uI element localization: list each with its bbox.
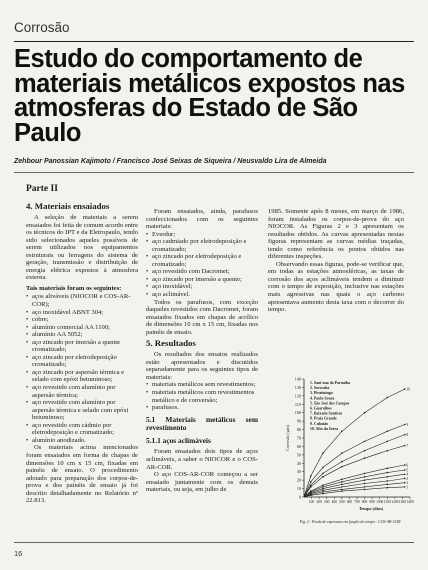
- data-point: [322, 491, 324, 493]
- x-tick-label: 400: [331, 500, 337, 504]
- x-tick-label: 800: [361, 500, 368, 504]
- x-tick-label: 1400: [406, 500, 414, 504]
- list-item: • cobre;: [26, 316, 138, 324]
- paragraph: 1985. Somente após 8 meses, em março de 1986, foram instalados os corpos-de-prova do aço NIOCOR. As Figuras 2 e 3 apresentam os resultados obtidos. As curvas apresentadas nestas figuras representam as curvas médias traçadas, tendo como referência os pontos obtidos nas diferentes inspeções.: [268, 208, 404, 261]
- column-2: [146, 208, 258, 494]
- x-tick-label: 300: [324, 500, 330, 504]
- data-point: [386, 472, 388, 474]
- list-item: • materiais metálicos sem revestimentos;: [146, 381, 258, 389]
- subsection-heading-5-1-1: 5.1.1 aços aclimáveis: [146, 435, 211, 445]
- y-tick-label: 90: [296, 418, 301, 424]
- data-point: [322, 488, 324, 490]
- y-tick-label: 80: [296, 427, 301, 433]
- author-line: Zehbour Panossian Kajimoto / Francisco José Seixas de Siqueira / Neusvaldo Lira de Almeida: [14, 158, 327, 165]
- series-label: 7: [406, 444, 409, 449]
- data-point: [322, 484, 324, 486]
- legend-entry: 2. Sorocaba: [310, 386, 330, 391]
- list-item: • aço aclimável.: [146, 291, 258, 299]
- list-item: • aço cadmiado por eletrodeposição e cromatizado;: [146, 238, 258, 253]
- x-tick-label: 600: [346, 500, 353, 504]
- series-label: 6: [406, 463, 409, 468]
- data-point: [341, 481, 343, 483]
- series-line: [304, 474, 405, 497]
- legend-entry: 8. Praia Grande: [310, 416, 337, 421]
- data-point: [310, 475, 312, 477]
- corrosion-chart: [282, 371, 418, 527]
- figure-caption: Fig. 2 - Perda de espessura em função do tempo - COS-AR-COR: [299, 520, 401, 524]
- data-point: [341, 452, 343, 454]
- author-rule: [14, 172, 414, 173]
- paragraph: Os resultados dos ensaios realizados estão apresentados e discutidos separadamente para os seguintes tipos de materiais:: [146, 351, 258, 381]
- list-item: • aço zincado por aspersão térmica e selado com epóxi betuminoso;: [26, 369, 138, 384]
- x-axis-label: Tempo (dias): [358, 506, 384, 511]
- data-point: [386, 476, 388, 478]
- data-point: [386, 397, 388, 399]
- legend-entry: 5. São José dos Campos: [310, 401, 350, 406]
- list-item: • parafusos.: [146, 404, 258, 412]
- data-point: [322, 452, 324, 454]
- paragraph: A seleção de materiais a serem ensaiados foi feita de comum acordo entre os técnicos do IPT e da Eletropaulo, tendo sido selecionados aqueles possíveis de serem utilizados nos equipamentos estruturais ou ferragens do sistema de geração, transmissão e distribuição de energia elétrica expostos à atmosfera externa.: [26, 214, 138, 282]
- legend-entry: 3. Piratininga: [310, 391, 333, 396]
- legend-entry: 4. Paulo Souza: [310, 396, 335, 401]
- data-point: [364, 450, 366, 452]
- paragraph: Foram ensaiados, ainda, parafusos confeccionados com os seguintes materiais:: [146, 208, 258, 231]
- data-point: [386, 487, 388, 489]
- section-tag: Corrosão: [14, 20, 70, 35]
- list-item: • aço zincado por imersão a quente cromatizado;: [26, 339, 138, 354]
- subsection-heading-5-1: 5.1 Materiais metálicos sem revestimento: [146, 414, 258, 433]
- y-tick-label: 30: [296, 469, 301, 475]
- x-tick-label: 700: [354, 500, 360, 504]
- x-tick-label: 500: [339, 500, 345, 504]
- data-point: [341, 466, 343, 468]
- data-point: [322, 489, 324, 491]
- data-point: [322, 467, 324, 469]
- y-tick-label: 40: [296, 460, 301, 466]
- list-item: • aços aliváveis (NIOCOR e COS-AR-COR);: [26, 293, 138, 308]
- list-title: Tais materiais foram os seguintes:: [26, 284, 122, 292]
- list-item: • alumínio AA 5052;: [26, 331, 138, 339]
- list-item: • aço revestido com cádmio por eletrodeposição e cromatizado;: [26, 422, 138, 437]
- x-tick-label: 1100: [383, 500, 391, 504]
- data-point: [364, 479, 366, 481]
- legend-entry: 6. Guarulhos: [310, 406, 332, 411]
- data-point: [310, 481, 312, 483]
- paragraph: Observando essas figuras, pode-se verificar que, em todas as estações atmosféricas, as taxas de corrosão dos aços aclimáveis tendem a diminuir com o tempo de exposição, inclusive nas estações mais agressivas nas quais o aço carbono apresentava aumento desta taxa com o decorrer do tempo.: [268, 260, 404, 314]
- data-point: [322, 476, 324, 478]
- list-item: • Everdur;: [146, 231, 258, 239]
- data-point: [386, 430, 388, 432]
- series-line: [304, 446, 405, 497]
- paragraph: O aço COS-AR-COR começou a ser ensaiado juntamente com os demais materiais, ou seja, em julho de: [146, 471, 258, 494]
- section-heading-5: 5. Resultados: [146, 338, 196, 349]
- series-line: [304, 465, 405, 497]
- data-point: [322, 473, 324, 475]
- materials-list: [26, 293, 138, 444]
- data-point: [310, 495, 312, 497]
- y-tick-label: 70: [296, 435, 301, 441]
- data-point: [386, 468, 388, 470]
- data-point: [341, 430, 343, 432]
- data-point: [341, 486, 343, 488]
- data-point: [364, 473, 366, 475]
- data-point: [364, 486, 366, 488]
- data-point: [386, 450, 388, 452]
- x-tick-label: 1300: [398, 500, 407, 504]
- results-list: [146, 381, 258, 411]
- data-point: [364, 441, 366, 443]
- list-item: • aço inoxidável;: [146, 283, 258, 291]
- data-point: [310, 486, 312, 488]
- legend-entry: 9. Cubatão: [310, 421, 329, 426]
- data-point: [364, 483, 366, 485]
- series-label: 10: [406, 387, 410, 392]
- list-item: • aço zincado por eletrodeposição e cromatizado;: [146, 253, 258, 268]
- data-point: [341, 490, 343, 492]
- y-tick-label: 50: [296, 452, 301, 458]
- top-rule: [14, 41, 414, 42]
- data-point: [364, 489, 366, 491]
- paragraph: Todos os parafusos, com exceção daqueles revestidos com Dacromet, foram ensaiados fixados em chapas de acrílico de dimensões 10 cm x 15 cm, fixadas nos painéis de ensaio.: [146, 298, 258, 336]
- series-label: 2: [406, 481, 409, 486]
- section-heading-4: 4. Materiais ensaiados: [26, 201, 110, 211]
- y-tick-label: 130: [294, 384, 301, 390]
- data-point: [386, 480, 388, 482]
- list-item: • aço zincado por eletrodeposição cromatizado;: [26, 354, 138, 369]
- data-point: [386, 484, 388, 486]
- data-point: [322, 493, 324, 495]
- paragraph: Os materiais acima mencionados foram ensaiados em forma de chapas de dimensões 10 cm x 15 cm, fixadas em painéis de ensaio. O procedimento adotado para preparação dos corpos-de-prova e dos painéis de ensaio já foi descrito detalhadamente no Relatório nº 22.813.: [26, 444, 138, 505]
- x-tick-label: 1000: [376, 500, 384, 504]
- list-item: • aço zincado por imersão a quente;: [146, 276, 258, 284]
- data-point: [386, 441, 388, 443]
- data-point: [322, 486, 324, 488]
- y-tick-label: 60: [296, 443, 301, 449]
- page-number: 16: [14, 549, 23, 558]
- list-item: • aço revestido com alumínio por aspersão térmica e selado com epóxi betuminoso;: [26, 399, 138, 422]
- series-label: 9: [406, 423, 409, 428]
- series-label: 4: [406, 472, 409, 477]
- list-item: • materiais metálicos com revestimentos metálico e de conversão;: [146, 389, 258, 404]
- series-label: 5: [406, 468, 409, 473]
- column-1: [26, 184, 138, 505]
- data-point: [364, 412, 366, 414]
- part-heading: Parte II: [26, 184, 58, 194]
- x-tick-label: 100: [308, 500, 315, 504]
- data-point: [310, 484, 312, 486]
- y-tick-label: 140: [294, 376, 301, 382]
- list-item: • alumínio comercial AA 1100;: [26, 324, 138, 332]
- legend-entry: 7. Baixada Santista: [310, 411, 342, 416]
- x-tick-label: 900: [369, 500, 375, 504]
- x-tick-label: 200: [316, 500, 322, 504]
- bolts-list: [146, 231, 258, 299]
- y-tick-label: 10: [296, 486, 301, 492]
- data-point: [341, 489, 343, 491]
- list-item: • aço revestido com Dacromet;: [146, 268, 258, 276]
- legend-entry: 10. Alto da Serra: [310, 426, 339, 431]
- column-3: [268, 208, 404, 314]
- series-label: 3: [406, 476, 409, 481]
- data-point: [341, 461, 343, 463]
- x-tick-label: 1200: [391, 500, 399, 504]
- series-label: 1: [406, 485, 409, 490]
- list-item: • alumínio anodizado.: [26, 437, 138, 445]
- article-title: Estudo do comportamento de materiais metálicos expostos nas atmosferas do Estado de São Paulo: [14, 45, 405, 147]
- series-label: 8: [406, 433, 409, 438]
- data-point: [364, 476, 366, 478]
- paragraph: Foram ensaiados dois tipos de aços aclimáveis, a saber o NIOCOR e o COS-AR-COR.: [146, 448, 258, 471]
- y-axis-label: Corrosão (µm): [285, 424, 290, 452]
- y-tick-label: 0: [298, 494, 301, 500]
- list-item: • aço inoxidável ABNT 304;: [26, 309, 138, 317]
- list-item: • aço revestido com alumínio por aspersão térmica;: [26, 384, 138, 399]
- y-tick-label: 120: [294, 393, 301, 399]
- y-tick-label: 100: [294, 410, 301, 416]
- data-point: [364, 457, 366, 459]
- bottom-rule: [14, 542, 414, 543]
- legend-entry: 1. Sant'ana do Parnaíba: [310, 381, 350, 385]
- y-tick-label: 20: [296, 477, 301, 483]
- y-tick-label: 110: [294, 401, 301, 407]
- data-point: [341, 479, 343, 481]
- data-point: [341, 484, 343, 486]
